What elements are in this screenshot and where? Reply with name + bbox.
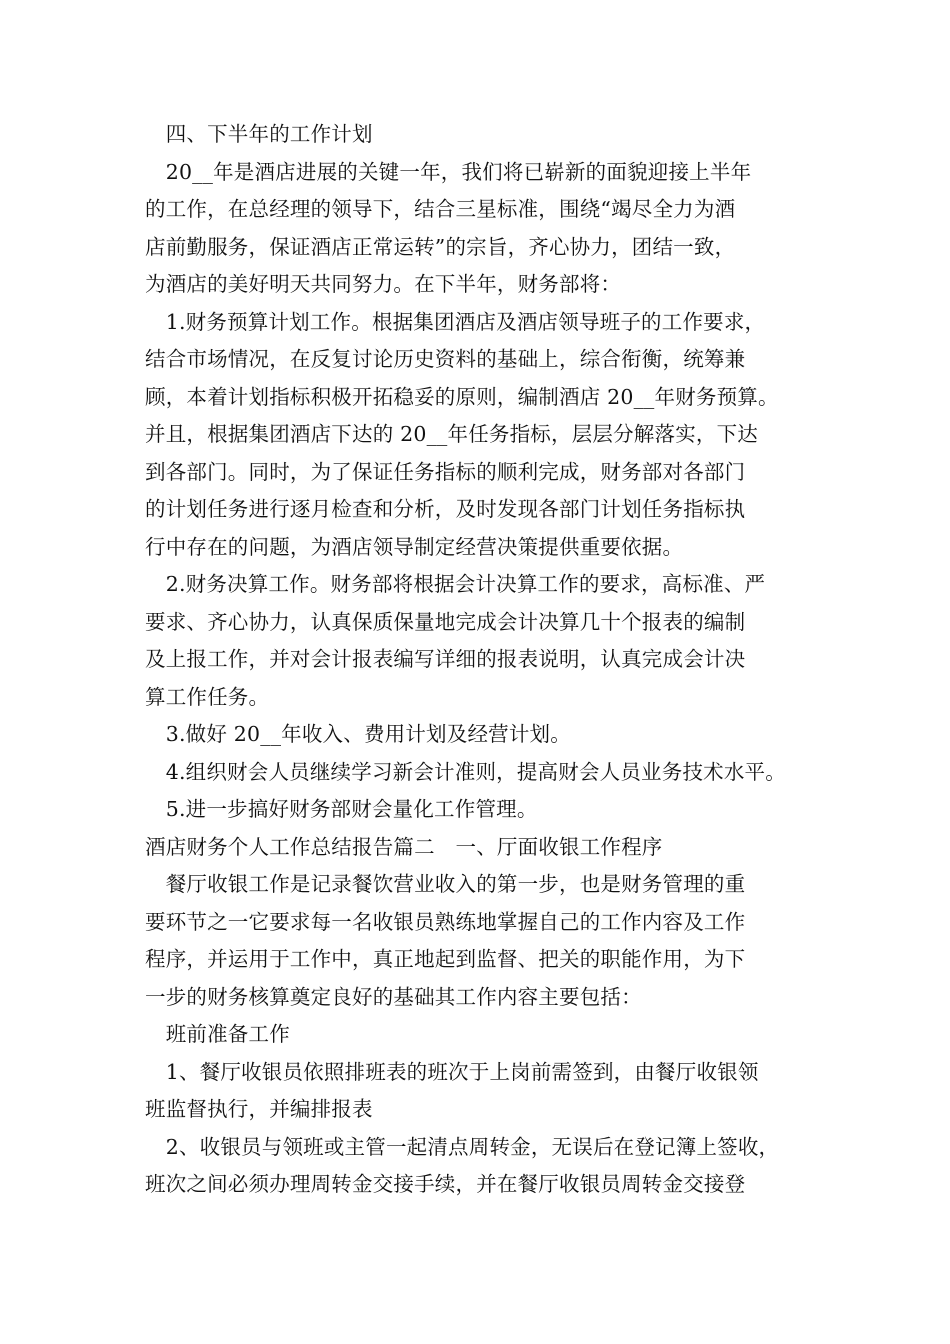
paragraph-line: 一步的财务核算奠定良好的基础其工作内容主要包括： bbox=[145, 984, 642, 1009]
paragraph-line: 要求、齐心协力，认真保质保量地完成会计决算几十个报表的编制 bbox=[145, 609, 746, 634]
paragraph-line: 行中存在的问题，为酒店领导制定经营决策提供重要依据。 bbox=[145, 534, 684, 559]
list-item-sign-in: 1、餐厅收银员依照排班表的班次于上岗前需签到，由餐厅收银领 bbox=[145, 1059, 759, 1084]
list-item-final-accounts: 2.财务决算工作。财务部将根据会计决算工作的要求，高标准、严 bbox=[145, 572, 766, 596]
paragraph-line: 班次之间必须办理周转金交接手续，并在餐厅收银员周转金交接登 bbox=[145, 1172, 746, 1196]
paragraph-line: 为酒店的美好明天共同努力。在下半年，财务部将： bbox=[145, 272, 622, 296]
paragraph-line: 的工作，在总经理的领导下，结合三星标准，围绕“竭尽全力为酒 bbox=[145, 197, 736, 221]
subheading-pre-shift: 班前准备工作 bbox=[145, 1022, 290, 1046]
list-item-float-count: 2、收银员与领班或主管一起清点周转金，无误后在登记簿上签收， bbox=[145, 1134, 780, 1159]
paragraph-line: 要环节之一它要求每一名收银员熟练地掌握自己的工作内容及工作 bbox=[145, 909, 746, 934]
paragraph-line: 餐厅收银工作是记录餐饮营业收入的第一步，也是财务管理的重 bbox=[145, 872, 746, 896]
paragraph-line: 的计划任务进行逐月检查和分析，及时发现各部门计划任务指标执 bbox=[145, 497, 746, 521]
paragraph-line: 班监督执行，并编排报表 bbox=[145, 1097, 373, 1121]
document-body bbox=[145, 116, 815, 1204]
paragraph-line: 算工作任务。 bbox=[145, 684, 270, 709]
paragraph-line: 及上报工作，并对会计报表编写详细的报表说明，认真完成会计决 bbox=[145, 647, 746, 671]
section-heading-plan: 四、下半年的工作计划 bbox=[145, 122, 373, 146]
list-item-budget: 1.财务预算计划工作。根据集团酒店及酒店领导班子的工作要求， bbox=[145, 309, 766, 334]
paragraph-line: 结合市场情况，在反复讨论历史资料的基础上，综合衔衡，统筹兼 bbox=[145, 347, 746, 371]
list-item-training: 4.组织财会人员继续学习新会计准则，提高财会人员业务技术水平。 bbox=[145, 759, 786, 784]
paragraph-line: 并且，根据集团酒店下达的 20__年任务指标，层层分解落实，下达 bbox=[145, 422, 759, 446]
paragraph-line: 顾，本着计划指标积极开拓稳妥的原则，编制酒店 20__年财务预算。 bbox=[145, 384, 779, 409]
paragraph-line: 20__年是酒店进展的关键一年，我们将已崭新的面貌迎接上半年 bbox=[145, 159, 752, 184]
list-item-income-plan: 3.做好 20__年收入、费用计划及经营计划。 bbox=[145, 722, 571, 746]
paragraph-line: 到各部门。同时，为了保证任务指标的顺利完成，财务部对各部门 bbox=[145, 459, 746, 484]
section-heading-report-two: 酒店财务个人工作总结报告篇二 一、厅面收银工作程序 bbox=[145, 834, 663, 859]
paragraph-line: 程序，并运用于工作中，真正地起到监督、把关的职能作用，为下 bbox=[145, 947, 746, 971]
paragraph-line: 店前勤服务，保证酒店正常运转”的宗旨，齐心协力，团结一致， bbox=[145, 234, 736, 259]
list-item-quantified-management: 5.进一步搞好财务部财会量化工作管理。 bbox=[145, 797, 538, 821]
